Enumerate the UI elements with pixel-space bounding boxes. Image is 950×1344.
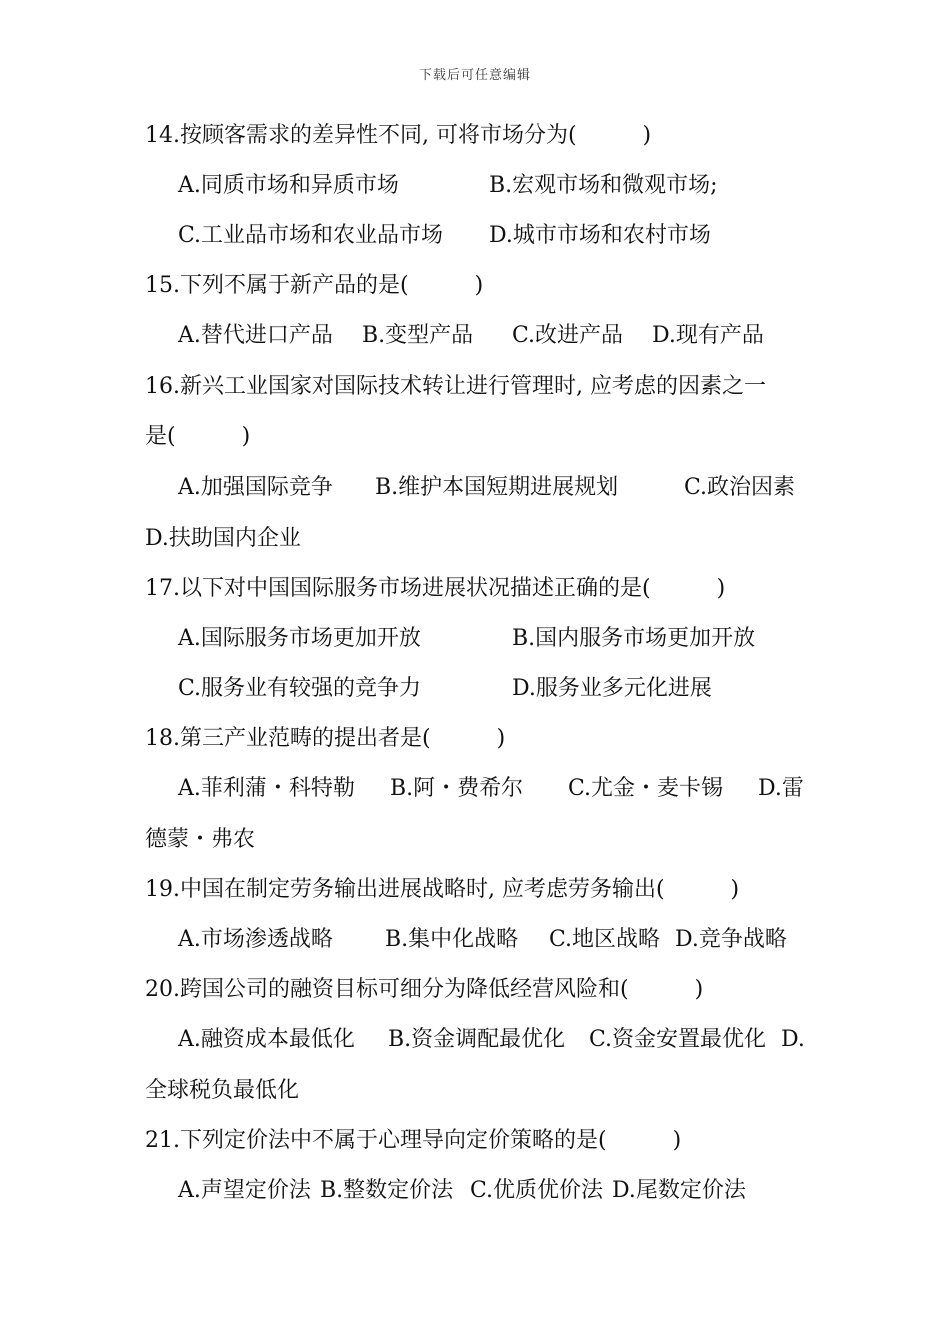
question-21-stem: 21.下列定价法中不属于心理导向定价策略的是( ) (145, 1128, 682, 1153)
question-18-option-c: C.尤金・麦卡锡 (568, 776, 724, 801)
question-17-option-b: B.国内服务市场更加开放 (512, 626, 756, 651)
question-15-option-c: C.改进产品 (512, 323, 624, 348)
page-header: 下载后可任意编辑 (418, 68, 531, 83)
question-17-option-d: D.服务业多元化进展 (512, 676, 712, 701)
question-16-stem-line-1: 16.新兴工业国家对国际技术转让进行管理时, 应考虑的因素之一 (145, 374, 766, 399)
question-16-option-b: B.维护本国短期进展规划 (375, 475, 619, 500)
question-19-option-b: B.集中化战略 (385, 927, 519, 952)
question-14-option-d: D.城市市场和农村市场 (489, 223, 711, 248)
question-20-option-b: B.资金调配最优化 (388, 1027, 566, 1052)
question-16-stem-line-2: 是( ) (145, 424, 251, 449)
question-15-stem: 15.下列不属于新产品的是( ) (145, 273, 484, 298)
question-19-stem: 19.中国在制定劳务输出进展战略时, 应考虑劳务输出( ) (145, 877, 740, 902)
question-16-option-d: D.扶助国内企业 (145, 526, 301, 551)
question-18-stem: 18.第三产业范畴的提出者是( ) (145, 726, 506, 751)
question-17-option-a: A.国际服务市场更加开放 (178, 626, 421, 651)
question-19-option-d: D.竞争战略 (675, 927, 787, 952)
question-19-option-c: C.地区战略 (549, 927, 661, 952)
question-14-option-c: C.工业品市场和农业品市场 (178, 223, 444, 248)
question-20-option-d-part-1: D. (781, 1027, 805, 1052)
question-19-option-a: A.市场渗透战略 (178, 927, 333, 952)
question-18-option-b: B.阿・费希尔 (390, 776, 524, 801)
question-15-option-d: D.现有产品 (652, 323, 764, 348)
question-14-option-a: A.同质市场和异质市场 (178, 173, 399, 198)
question-21-option-d: D.尾数定价法 (612, 1178, 746, 1203)
question-21-option-b: B.整数定价法 (320, 1178, 454, 1203)
question-16-option-c: C.政治因素 (684, 475, 796, 500)
question-14-stem: 14.按顾客需求的差异性不同, 可将市场分为( ) (145, 123, 652, 148)
question-21-option-a: A.声望定价法 (178, 1178, 311, 1203)
question-17-stem: 17.以下对中国国际服务市场进展状况描述正确的是( ) (145, 576, 726, 601)
question-15-option-b: B.变型产品 (362, 323, 474, 348)
question-17-option-c: C.服务业有较强的竞争力 (178, 676, 422, 701)
question-18-option-d-part-1: D.雷 (758, 776, 804, 801)
question-14-option-b: B.宏观市场和微观市场; (489, 173, 718, 198)
question-18-option-a: A.菲利蒲・科特勒 (178, 776, 355, 801)
question-20-option-c: C.资金安置最优化 (589, 1027, 767, 1052)
question-21-option-c: C.优质优价法 (470, 1178, 604, 1203)
question-15-option-a: A.替代进口产品 (178, 323, 333, 348)
question-20-option-a: A.融资成本最低化 (178, 1027, 355, 1052)
question-18-option-d-part-2: 德蒙・弗农 (145, 827, 256, 852)
question-16-option-a: A.加强国际竞争 (178, 475, 333, 500)
question-20-stem: 20.跨国公司的融资目标可细分为降低经营风险和( ) (145, 977, 704, 1002)
question-20-option-d-part-2: 全球税负最低化 (145, 1078, 300, 1103)
